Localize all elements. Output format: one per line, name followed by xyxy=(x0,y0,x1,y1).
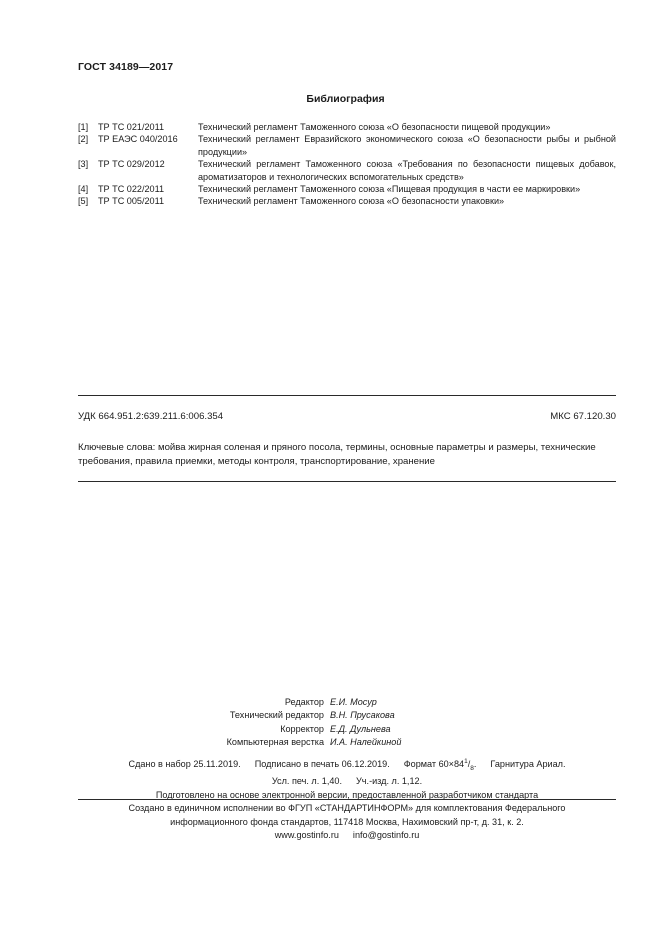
bibliography-item-text: Технический регламент Таможенного союза «О безопасности упаковки» xyxy=(198,196,505,207)
bibliography-item xyxy=(78,158,616,183)
publisher-contacts xyxy=(78,829,616,843)
bibliography-item-number: [2] xyxy=(78,134,89,145)
bibliography-item-code: ТР ЕАЭС 040/2016 xyxy=(98,134,178,145)
editor-role: Компьютерная верстка xyxy=(226,736,324,747)
editor-name: Е.И. Мосур xyxy=(330,697,377,707)
bibliography-item xyxy=(78,183,616,195)
signed-date: Подписано в печать 06.12.2019. xyxy=(254,759,390,770)
email-link[interactable]: info@gostinfo.ru xyxy=(352,830,420,840)
bibliography-item-text: Технический регламент Евразийского экономического союза «О безопасности рыбы и рыбной продукции» xyxy=(198,134,616,157)
divider-publisher xyxy=(78,799,616,800)
editor-row xyxy=(200,736,424,749)
print-details-line-2 xyxy=(78,775,616,789)
udk-code: УДК 664.951.2:639.211.6:006.354 xyxy=(78,411,224,422)
publisher-line-1: Создано в единичном исполнении во ФГУП «СТАНДАРТИНФОРМ» для комплектования Федерального xyxy=(128,803,566,813)
bibliography-item-number: [1] xyxy=(78,122,89,132)
editorial-credits xyxy=(200,696,424,749)
standard-number: ГОСТ 34189—2017 xyxy=(78,61,174,73)
print-details-line-1 xyxy=(78,755,616,775)
bibliography-item-text: Технический регламент Таможенного союза «Пищевая продукция в части ее маркировки» xyxy=(198,184,581,195)
bibliography-item-code: ТР ТС 022/2011 xyxy=(98,184,165,195)
bibliography-item-number: [3] xyxy=(78,159,89,170)
bibliography-item-code: ТР ТС 021/2011 xyxy=(98,122,165,132)
editor-row xyxy=(200,723,424,736)
publisher-info xyxy=(78,802,616,843)
bibliography-title: Библиография xyxy=(306,93,385,105)
typeset-date: Сдано в набор 25.11.2019. xyxy=(128,759,241,770)
printed-sheets: Усл. печ. л. 1,40. xyxy=(271,776,343,787)
editor-name: И.А. Налейкиной xyxy=(330,736,402,747)
editor-row xyxy=(200,696,424,709)
prepared-note: Подготовлено на основе электронной версии, предоставленной разработчиком стандарта xyxy=(155,789,539,800)
keywords-text: мойва жирная соленая и пряного посола, термины, основные параметры и размеры, технические требования, правила приемки, методы контроля, транспортирование, хранение xyxy=(78,442,596,467)
editor-role: Корректор xyxy=(280,723,324,734)
divider-keywords xyxy=(78,481,616,482)
website-link[interactable]: www.gostinfo.ru xyxy=(274,830,339,840)
bibliography-list xyxy=(78,121,616,208)
bibliography-item-text: Технический регламент Таможенного союза «О безопасности пищевой продукции» xyxy=(198,122,551,132)
bibliography-item-code: ТР ТС 005/2011 xyxy=(98,196,165,207)
bibliography-item-number: [4] xyxy=(78,184,89,195)
mks-code: МКС 67.120.30 xyxy=(550,411,616,422)
publisher-sheets: Уч.-изд. л. 1,12. xyxy=(356,776,423,787)
divider-top xyxy=(78,395,616,396)
print-details xyxy=(78,755,616,802)
bibliography-item xyxy=(78,121,616,133)
typeface: Гарнитура Ариал. xyxy=(490,759,566,770)
bibliography-item-number: [5] xyxy=(78,196,89,207)
editor-role: Технический редактор xyxy=(229,710,324,721)
editor-role: Редактор xyxy=(284,697,324,707)
keywords-label: Ключевые слова: xyxy=(78,442,156,453)
editor-row xyxy=(200,709,424,722)
bibliography-item-text: Технический регламент Таможенного союза «Требования по безопасности пищевых добавок, ароматизаторов и технологических вспомогательных средств» xyxy=(198,159,616,182)
bibliography-item xyxy=(78,133,616,158)
editor-name: Е.Д. Дульнева xyxy=(330,723,391,734)
publisher-line-2: информационного фонда стандартов, 117418 Москва, Нахимовский пр-т, д. 31, к. 2. xyxy=(170,816,524,827)
bibliography-item-code: ТР ТС 029/2012 xyxy=(98,159,165,170)
bibliography-item xyxy=(78,195,616,207)
editor-name: В.Н. Прусакова xyxy=(330,710,395,721)
paper-format: Формат $60\times 84^1/_8$. xyxy=(403,758,477,772)
classification-line xyxy=(78,411,616,422)
keywords xyxy=(78,441,616,469)
